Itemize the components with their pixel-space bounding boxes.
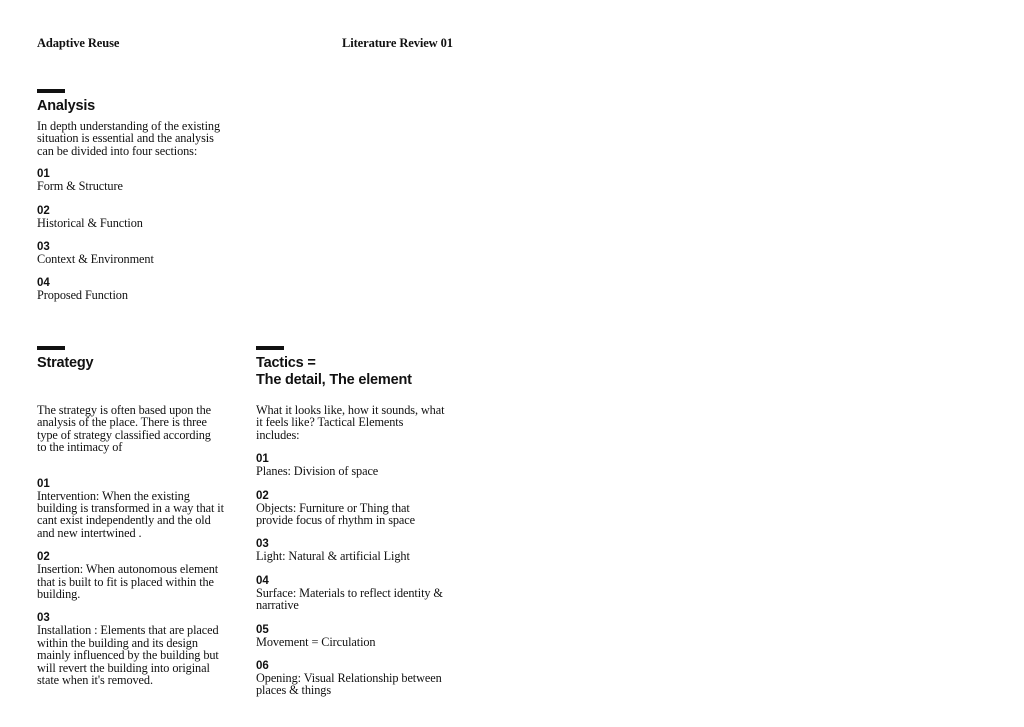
item-text: Installation : Elements that are placed within the building and its design mainly influenced by the building but will revert the building into original state when it's removed. — [37, 623, 219, 688]
section-marker-bar — [37, 89, 65, 93]
item-text: Movement = Circulation — [256, 634, 376, 649]
item-number: 06 — [256, 660, 269, 673]
item-number: 03 — [37, 241, 50, 254]
analysis-title: Analysis — [37, 98, 96, 114]
item-number: 04 — [256, 574, 269, 587]
list-item — [37, 551, 237, 600]
section-marker-bar — [256, 346, 284, 350]
strategy-title: Strategy — [37, 355, 94, 371]
list-item — [256, 624, 456, 648]
item-text: Surface: Materials to reflect identity & narrative — [256, 585, 443, 613]
strategy-section — [37, 346, 237, 687]
list-item — [256, 660, 456, 697]
list-item — [256, 575, 456, 612]
tactics-title-line-2: The detail, The element — [256, 372, 412, 388]
list-item — [37, 205, 237, 229]
item-text: Proposed Function — [37, 288, 128, 303]
item-text: Form & Structure — [37, 179, 123, 194]
list-item — [37, 277, 237, 301]
list-item — [37, 168, 237, 192]
tactics-intro: What it looks like, how it sounds, what it feels like? Tactical Elements includes: — [256, 403, 445, 442]
item-text: Insertion: When autonomous element that is built to fit is placed within the building. — [37, 562, 219, 602]
analysis-intro: In depth understanding of the existing situation is essential and the analysis can be divided into four sections: — [37, 119, 221, 158]
item-number: 03 — [256, 538, 269, 551]
item-number: 04 — [37, 277, 50, 290]
item-number: 02 — [37, 551, 50, 564]
list-item — [37, 478, 237, 540]
item-number: 05 — [256, 623, 269, 636]
item-number: 03 — [37, 612, 50, 625]
list-item — [37, 241, 237, 265]
item-number: 01 — [256, 453, 269, 466]
item-text: Planes: Division of space — [256, 464, 379, 479]
list-item — [256, 538, 456, 562]
header-document-title: Literature Review 01 — [342, 36, 453, 50]
list-item — [256, 453, 456, 477]
section-marker-bar — [37, 346, 65, 350]
item-number: 01 — [37, 477, 50, 490]
analysis-section — [37, 89, 237, 302]
item-text: Historical & Function — [37, 215, 143, 230]
item-text: Light: Natural & artificial Light — [256, 549, 410, 564]
item-number: 02 — [256, 489, 269, 502]
item-number: 01 — [37, 168, 50, 181]
item-number: 02 — [37, 204, 50, 217]
tactics-section — [256, 346, 456, 697]
strategy-intro: The strategy is often based upon the analysis of the place. There is three type of strategy classified according to the intimacy of — [37, 403, 211, 455]
item-text: Context & Environment — [37, 252, 154, 267]
tactics-title-line-1: Tactics = — [256, 355, 316, 371]
header-section-title: Adaptive Reuse — [37, 36, 120, 50]
list-item — [256, 490, 456, 527]
item-text: Objects: Furniture or Thing that provide focus of rhythm in space — [256, 500, 416, 528]
item-text: Intervention: When the existing building is transformed in a way that it cant exist independently and the old and new intertwined . — [37, 488, 224, 540]
item-text: Opening: Visual Relationship between places & things — [256, 671, 442, 698]
list-item — [37, 612, 237, 686]
